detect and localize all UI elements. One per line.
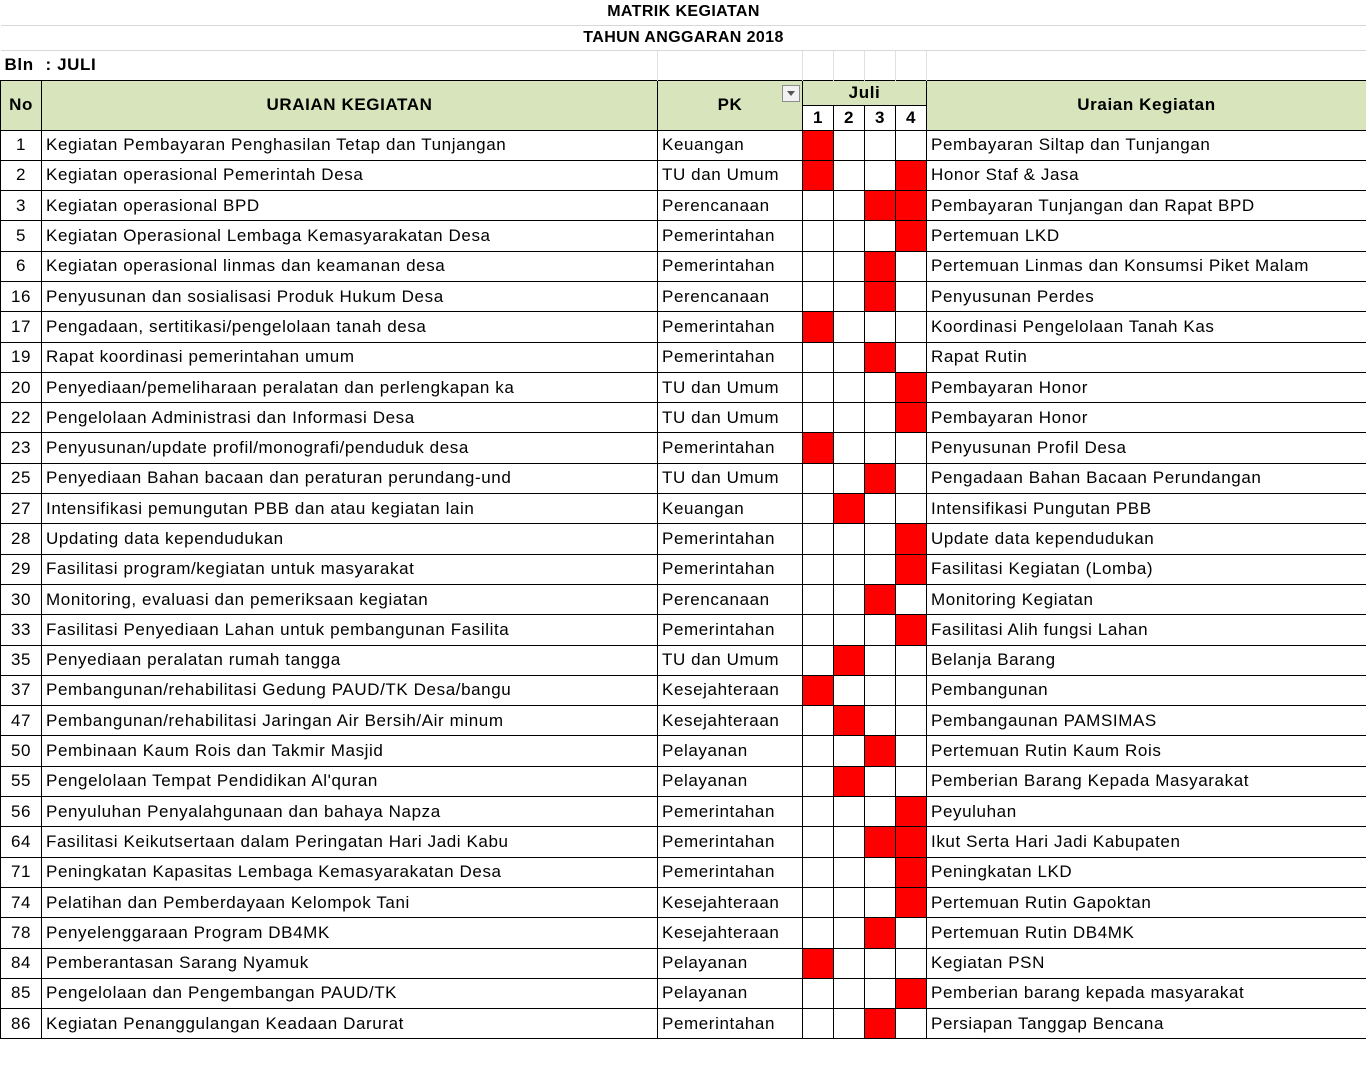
week-3-cell[interactable] [865,857,896,887]
week-2-cell[interactable] [834,827,865,857]
week-4-cell[interactable] [896,706,927,736]
week-3-cell[interactable] [865,160,896,190]
week-2-marked-cell[interactable] [834,494,865,524]
week-1-cell[interactable] [803,857,834,887]
week-2-cell[interactable] [834,342,865,372]
row-number-cell[interactable]: 74 [1,887,42,917]
table-row [1,827,1366,857]
activity-cell[interactable]: Kegiatan operasional Pemerintah Desa [42,160,658,190]
activity-detail-cell[interactable]: Ikut Serta Hari Jadi Kabupaten [927,827,1366,857]
week-2-cell[interactable] [834,433,865,463]
activity-cell[interactable]: Penyediaan peralatan rumah tangga [42,645,658,675]
filter-dropdown-icon[interactable] [782,85,800,102]
week-4-marked-cell[interactable] [896,372,927,402]
row-number-cell[interactable]: 64 [1,827,42,857]
header-uraian-detail[interactable]: Uraian Kegiatan [927,80,1366,130]
week-2-cell[interactable] [834,615,865,645]
week-2-cell[interactable] [834,857,865,887]
week-3-cell[interactable] [865,403,896,433]
activity-detail-cell[interactable]: Pembangaunan PAMSIMAS [927,706,1366,736]
activity-detail-cell[interactable]: Penyusunan Profil Desa [927,433,1366,463]
week-3-cell[interactable] [865,615,896,645]
week-3-cell[interactable] [865,675,896,705]
table-row [1,494,1366,524]
activity-detail-cell[interactable]: Belanja Barang [927,645,1366,675]
week-3-marked-cell[interactable] [865,191,896,221]
week-1-cell[interactable] [803,615,834,645]
row-number-cell[interactable]: 50 [1,736,42,766]
table-row [1,615,1366,645]
header-week-2[interactable]: 2 [834,105,865,130]
activity-cell[interactable]: Monitoring, evaluasi dan pemeriksaan kegiatan [42,584,658,614]
activity-detail-cell[interactable]: Pembayaran Tunjangan dan Rapat BPD [927,191,1366,221]
activity-cell[interactable]: Penyediaan Bahan bacaan dan peraturan perundang-und [42,463,658,493]
week-4-cell[interactable] [896,463,927,493]
week-3-cell[interactable] [865,706,896,736]
table-row [1,706,1366,736]
week-2-cell[interactable] [834,554,865,584]
pk-cell[interactable]: Pelayanan [658,766,803,796]
week-3-cell[interactable] [865,130,896,160]
week-4-marked-cell[interactable] [896,554,927,584]
activity-cell[interactable]: Penyuluhan Penyalahgunaan dan bahaya Napza [42,797,658,827]
table-row [1,1009,1366,1039]
week-2-cell[interactable] [834,675,865,705]
week-4-marked-cell[interactable] [896,857,927,887]
activity-detail-cell[interactable]: Rapat Rutin [927,342,1366,372]
week-4-cell[interactable] [896,342,927,372]
week-2-cell[interactable] [834,887,865,917]
week-3-marked-cell[interactable] [865,827,896,857]
week-1-cell[interactable] [803,251,834,281]
activity-detail-cell[interactable]: Koordinasi Pengelolaan Tanah Kas [927,312,1366,342]
week-3-marked-cell[interactable] [865,281,896,311]
week-2-cell[interactable] [834,736,865,766]
row-number-cell[interactable]: 30 [1,584,42,614]
pk-cell[interactable]: Pelayanan [658,736,803,766]
row-number-cell[interactable]: 55 [1,766,42,796]
row-number-cell[interactable]: 17 [1,312,42,342]
row-number-cell[interactable]: 25 [1,463,42,493]
activity-cell[interactable]: Kegiatan operasional linmas dan keamanan desa [42,251,658,281]
row-number-cell[interactable]: 85 [1,978,42,1008]
week-4-cell[interactable] [896,312,927,342]
activity-cell[interactable]: Kegiatan Pembayaran Penghasilan Tetap dan Tunjangan [42,130,658,160]
week-2-cell[interactable] [834,797,865,827]
activity-cell[interactable]: Penyusunan dan sosialisasi Produk Hukum Desa [42,281,658,311]
row-number-cell[interactable]: 33 [1,615,42,645]
pk-cell[interactable]: Pelayanan [658,978,803,1008]
header-uraian-kegiatan[interactable]: URAIAN KEGIATAN [42,80,658,130]
week-2-cell[interactable] [834,372,865,402]
activity-cell[interactable]: Fasilitasi Penyediaan Lahan untuk pembangunan Fasilita [42,615,658,645]
row-number-cell[interactable]: 16 [1,281,42,311]
activity-detail-cell[interactable]: Honor Staf & Jasa [927,160,1366,190]
activity-detail-cell[interactable]: Pembayaran Honor [927,403,1366,433]
row-number-cell[interactable]: 5 [1,221,42,251]
row-number-cell[interactable]: 6 [1,251,42,281]
pk-cell[interactable]: Pelayanan [658,948,803,978]
week-2-marked-cell[interactable] [834,706,865,736]
table-row [1,221,1366,251]
week-3-marked-cell[interactable] [865,1009,896,1039]
week-1-marked-cell[interactable] [803,675,834,705]
week-1-cell[interactable] [803,887,834,917]
table-row [1,160,1366,190]
activity-cell[interactable]: Pengelolaan dan Pengembangan PAUD/TK [42,978,658,1008]
activity-detail-cell[interactable]: Fasilitasi Kegiatan (Lomba) [927,554,1366,584]
pk-cell[interactable]: Pemerintahan [658,1009,803,1039]
month-value[interactable]: : JULI [42,50,658,80]
week-4-marked-cell[interactable] [896,827,927,857]
week-1-cell[interactable] [803,645,834,675]
row-number-cell[interactable]: 20 [1,372,42,402]
pk-cell[interactable]: Perencanaan [658,584,803,614]
pk-cell[interactable]: Pemerintahan [658,524,803,554]
table-row [1,948,1366,978]
pk-cell[interactable]: Pemerintahan [658,221,803,251]
week-1-cell[interactable] [803,524,834,554]
week-4-cell[interactable] [896,433,927,463]
pk-cell[interactable]: TU dan Umum [658,645,803,675]
week-3-cell[interactable] [865,494,896,524]
pk-cell[interactable]: Pemerintahan [658,312,803,342]
table-row [1,342,1366,372]
activity-detail-cell[interactable]: Pemberian barang kepada masyarakat [927,978,1366,1008]
table-row [1,978,1366,1008]
row-number-cell[interactable]: 71 [1,857,42,887]
week-4-marked-cell[interactable] [896,191,927,221]
week-2-cell[interactable] [834,281,865,311]
empty-cell[interactable] [927,50,1366,80]
week-4-cell[interactable] [896,918,927,948]
week-2-marked-cell[interactable] [834,766,865,796]
row-number-cell[interactable]: 84 [1,948,42,978]
pk-cell[interactable]: Pemerintahan [658,554,803,584]
pk-cell[interactable]: Kesejahteraan [658,675,803,705]
activity-detail-cell[interactable]: Persiapan Tanggap Bencana [927,1009,1366,1039]
header-pk[interactable] [658,80,803,130]
week-4-cell[interactable] [896,251,927,281]
week-4-marked-cell[interactable] [896,615,927,645]
week-4-marked-cell[interactable] [896,524,927,554]
week-3-marked-cell[interactable] [865,584,896,614]
pk-cell[interactable]: Pemerintahan [658,827,803,857]
activity-cell[interactable]: Pembangunan/rehabilitasi Gedung PAUD/TK Desa/bangu [42,675,658,705]
week-2-cell[interactable] [834,978,865,1008]
sheet-subtitle[interactable]: TAHUN ANGGARAN 2018 [1,25,1366,50]
table-row [1,797,1366,827]
table-row [1,645,1366,675]
activity-cell[interactable]: Pembangunan/rehabilitasi Jaringan Air Bersih/Air minum [42,706,658,736]
table-row [1,463,1366,493]
week-3-marked-cell[interactable] [865,463,896,493]
header-week-4[interactable]: 4 [896,105,927,130]
row-number-cell[interactable]: 37 [1,675,42,705]
activity-detail-cell[interactable]: Peyuluhan [927,797,1366,827]
week-4-cell[interactable] [896,281,927,311]
week-3-cell[interactable] [865,312,896,342]
week-2-cell[interactable] [834,130,865,160]
week-3-cell[interactable] [865,554,896,584]
week-1-cell[interactable] [803,221,834,251]
pk-cell[interactable]: Pemerintahan [658,615,803,645]
pk-cell[interactable]: Keuangan [658,130,803,160]
week-1-cell[interactable] [803,766,834,796]
week-4-marked-cell[interactable] [896,797,927,827]
pk-cell[interactable]: Pemerintahan [658,797,803,827]
header-pk-label: PK [717,95,743,114]
week-4-marked-cell[interactable] [896,160,927,190]
activity-cell[interactable]: Kegiatan Penanggulangan Keadaan Darurat [42,1009,658,1039]
activity-cell[interactable]: Kegiatan Operasional Lembaga Kemasyarakatan Desa [42,221,658,251]
activity-detail-cell[interactable]: Peningkatan LKD [927,857,1366,887]
table-row [1,584,1366,614]
activity-cell[interactable]: Penyediaan/pemeliharaan peralatan dan perlengkapan ka [42,372,658,402]
week-3-marked-cell[interactable] [865,251,896,281]
activity-cell[interactable]: Pembinaan Kaum Rois dan Takmir Masjid [42,736,658,766]
week-1-marked-cell[interactable] [803,948,834,978]
table-row [1,675,1366,705]
activity-cell[interactable]: Pelatihan dan Pemberdayaan Kelompok Tani [42,887,658,917]
activity-cell[interactable]: Fasilitasi Keikutsertaan dalam Peringatan Hari Jadi Kabu [42,827,658,857]
week-3-cell[interactable] [865,766,896,796]
activity-detail-cell[interactable]: Pembayaran Siltap dan Tunjangan [927,130,1366,160]
week-1-cell[interactable] [803,463,834,493]
pk-cell[interactable]: Pemerintahan [658,251,803,281]
week-4-marked-cell[interactable] [896,887,927,917]
pk-cell[interactable]: TU dan Umum [658,372,803,402]
week-2-cell[interactable] [834,403,865,433]
week-1-cell[interactable] [803,342,834,372]
sheet-title[interactable]: MATRIK KEGIATAN [1,0,1366,25]
row-number-cell[interactable]: 22 [1,403,42,433]
week-2-cell[interactable] [834,584,865,614]
week-2-cell[interactable] [834,463,865,493]
week-4-cell[interactable] [896,584,927,614]
week-4-cell[interactable] [896,130,927,160]
activity-detail-cell[interactable]: Penyusunan Perdes [927,281,1366,311]
activity-cell[interactable]: Pengelolaan Administrasi dan Informasi Desa [42,403,658,433]
header-week-3[interactable]: 3 [865,105,896,130]
activity-cell[interactable]: Fasilitasi program/kegiatan untuk masyarakat [42,554,658,584]
table-row [1,736,1366,766]
activity-detail-cell[interactable]: Pengadaan Bahan Bacaan Perundangan [927,463,1366,493]
activity-detail-cell[interactable]: Intensifikasi Pungutan PBB [927,494,1366,524]
week-2-cell[interactable] [834,221,865,251]
activity-detail-cell[interactable]: Update data kependudukan [927,524,1366,554]
table-row [1,918,1366,948]
empty-cell[interactable] [834,50,865,80]
week-4-cell[interactable] [896,948,927,978]
row-number-cell[interactable]: 3 [1,191,42,221]
activity-cell[interactable]: Pengelolaan Tempat Pendidikan Al'quran [42,766,658,796]
row-number-cell[interactable]: 35 [1,645,42,675]
week-3-cell[interactable] [865,221,896,251]
table-row [1,554,1366,584]
activity-cell[interactable]: Intensifikasi pemungutan PBB dan atau kegiatan lain [42,494,658,524]
row-number-cell[interactable]: 2 [1,160,42,190]
empty-cell[interactable] [803,50,834,80]
activity-cell[interactable]: Pengadaan, sertitikasi/pengelolaan tanah desa [42,312,658,342]
week-3-cell[interactable] [865,797,896,827]
row-number-cell[interactable]: 86 [1,1009,42,1039]
week-1-marked-cell[interactable] [803,130,834,160]
week-3-cell[interactable] [865,887,896,917]
week-1-cell[interactable] [803,827,834,857]
week-2-cell[interactable] [834,1009,865,1039]
table-row [1,766,1366,796]
week-3-marked-cell[interactable] [865,918,896,948]
row-number-cell[interactable]: 28 [1,524,42,554]
pk-cell[interactable]: Kesejahteraan [658,918,803,948]
pk-cell[interactable]: Keuangan [658,494,803,524]
week-1-cell[interactable] [803,584,834,614]
table-row [1,372,1366,402]
header-no[interactable]: No [1,80,42,130]
week-4-cell[interactable] [896,1009,927,1039]
row-number-cell[interactable]: 19 [1,342,42,372]
week-1-cell[interactable] [803,1009,834,1039]
week-3-cell[interactable] [865,433,896,463]
row-number-cell[interactable]: 1 [1,130,42,160]
table-row [1,403,1366,433]
table-row [1,130,1366,160]
week-4-marked-cell[interactable] [896,403,927,433]
row-number-cell[interactable]: 47 [1,706,42,736]
week-1-marked-cell[interactable] [803,312,834,342]
week-1-marked-cell[interactable] [803,160,834,190]
pk-cell[interactable]: TU dan Umum [658,160,803,190]
week-1-cell[interactable] [803,978,834,1008]
week-1-marked-cell[interactable] [803,433,834,463]
week-4-marked-cell[interactable] [896,978,927,1008]
activity-cell[interactable]: Pemberantasan Sarang Nyamuk [42,948,658,978]
week-4-cell[interactable] [896,766,927,796]
activity-cell[interactable]: Peningkatan Kapasitas Lembaga Kemasyarakatan Desa [42,857,658,887]
pk-cell[interactable]: Perencanaan [658,281,803,311]
week-1-cell[interactable] [803,918,834,948]
pk-cell[interactable]: Perencanaan [658,191,803,221]
row-number-cell[interactable]: 56 [1,797,42,827]
table-row [1,524,1366,554]
week-1-cell[interactable] [803,554,834,584]
table-row [1,857,1366,887]
week-3-cell[interactable] [865,948,896,978]
week-3-marked-cell[interactable] [865,736,896,766]
week-2-cell[interactable] [834,160,865,190]
activity-detail-cell[interactable]: Pembangunan [927,675,1366,705]
week-3-cell[interactable] [865,524,896,554]
table-row [1,433,1366,463]
activity-cell[interactable]: Penyusunan/update profil/monografi/penduduk desa [42,433,658,463]
row-number-cell[interactable]: 78 [1,918,42,948]
row-number-cell[interactable]: 23 [1,433,42,463]
week-1-cell[interactable] [803,736,834,766]
week-1-cell[interactable] [803,372,834,402]
activity-cell[interactable]: Penyelenggaraan Program DB4MK [42,918,658,948]
pk-cell[interactable]: Kesejahteraan [658,887,803,917]
row-number-cell[interactable]: 27 [1,494,42,524]
empty-cell[interactable] [658,50,803,80]
week-3-cell[interactable] [865,372,896,402]
activity-detail-cell[interactable]: Pertemuan Rutin Gapoktan [927,887,1366,917]
table-row [1,281,1366,311]
activity-detail-cell[interactable]: Kegiatan PSN [927,948,1366,978]
pk-cell[interactable]: Kesejahteraan [658,706,803,736]
week-1-cell[interactable] [803,494,834,524]
week-4-marked-cell[interactable] [896,221,927,251]
table-row [1,191,1366,221]
activity-detail-cell[interactable]: Pertemuan Rutin DB4MK [927,918,1366,948]
week-2-cell[interactable] [834,948,865,978]
week-1-cell[interactable] [803,797,834,827]
week-2-cell[interactable] [834,251,865,281]
activity-detail-cell[interactable]: Pertemuan Linmas dan Konsumsi Piket Malam [927,251,1366,281]
week-4-cell[interactable] [896,494,927,524]
week-1-cell[interactable] [803,191,834,221]
pk-cell[interactable]: TU dan Umum [658,403,803,433]
week-1-cell[interactable] [803,281,834,311]
week-2-marked-cell[interactable] [834,645,865,675]
activity-cell[interactable]: Rapat koordinasi pemerintahan umum [42,342,658,372]
month-label[interactable]: Bln [4,55,34,74]
activity-detail-cell[interactable]: Fasilitasi Alih fungsi Lahan [927,615,1366,645]
empty-cell[interactable] [896,50,927,80]
week-2-cell[interactable] [834,524,865,554]
pk-cell[interactable]: TU dan Umum [658,463,803,493]
week-4-cell[interactable] [896,645,927,675]
pk-cell[interactable]: Pemerintahan [658,857,803,887]
row-number-cell[interactable]: 29 [1,554,42,584]
table-row [1,251,1366,281]
week-3-cell[interactable] [865,645,896,675]
activity-detail-cell[interactable]: Pembayaran Honor [927,372,1366,402]
activity-detail-cell[interactable]: Pertemuan LKD [927,221,1366,251]
table-row [1,887,1366,917]
activity-cell[interactable]: Updating data kependudukan [42,524,658,554]
week-2-cell[interactable] [834,191,865,221]
pk-cell[interactable]: Pemerintahan [658,433,803,463]
activity-cell[interactable]: Kegiatan operasional BPD [42,191,658,221]
week-4-cell[interactable] [896,675,927,705]
activity-detail-cell[interactable]: Pertemuan Rutin Kaum Rois [927,736,1366,766]
activity-detail-cell[interactable]: Pemberian Barang Kepada Masyarakat [927,766,1366,796]
week-3-cell[interactable] [865,978,896,1008]
week-2-cell[interactable] [834,312,865,342]
week-4-cell[interactable] [896,736,927,766]
week-1-cell[interactable] [803,403,834,433]
week-3-marked-cell[interactable] [865,342,896,372]
activity-detail-cell[interactable]: Monitoring Kegiatan [927,584,1366,614]
week-2-cell[interactable] [834,918,865,948]
week-1-cell[interactable] [803,706,834,736]
header-week-1[interactable]: 1 [803,105,834,130]
pk-cell[interactable]: Pemerintahan [658,342,803,372]
empty-cell[interactable] [865,50,896,80]
header-month[interactable]: Juli [803,80,927,105]
table-row [1,312,1366,342]
